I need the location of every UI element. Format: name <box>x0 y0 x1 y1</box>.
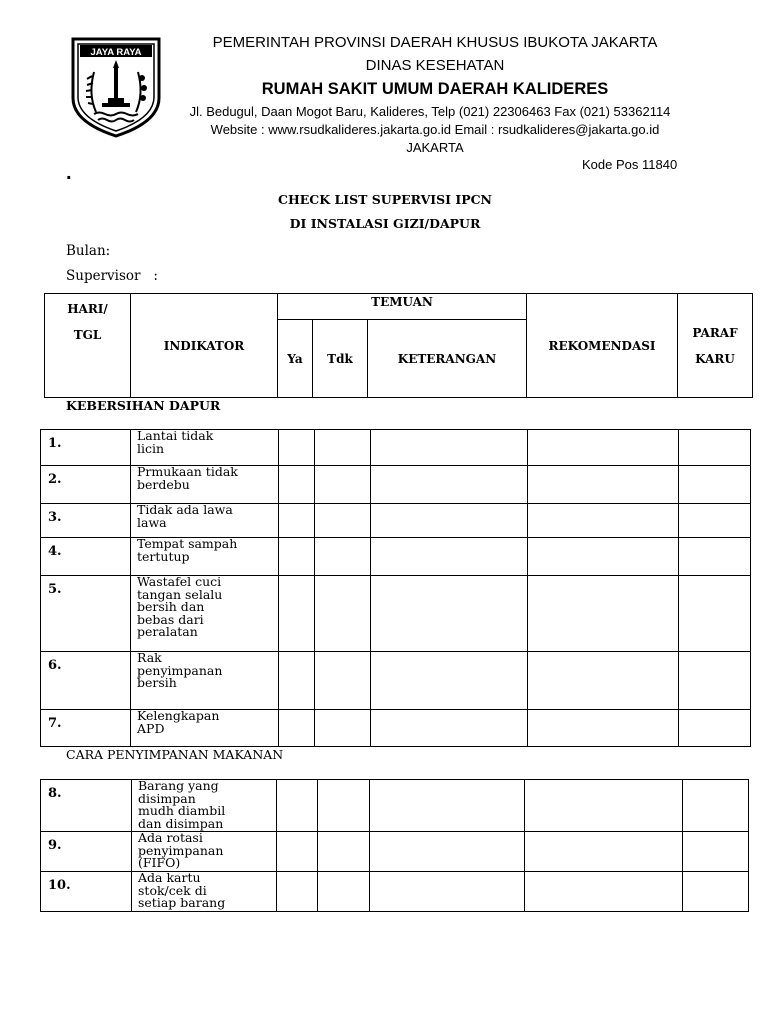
indikator-text-line: APD <box>137 720 165 736</box>
rekomendasi-cell[interactable] <box>528 652 679 710</box>
indikator-cell <box>131 652 279 710</box>
document-subtitle: DI INSTALASI GIZI/DAPUR <box>289 216 481 231</box>
indikator-text-line: Tidak ada lawa <box>137 502 233 517</box>
indikator-text-line: penyimpanan <box>138 842 224 858</box>
rekomendasi-cell[interactable] <box>525 780 683 832</box>
keterangan-cell[interactable] <box>371 504 528 538</box>
row-number: 6. <box>41 652 131 710</box>
rekomendasi-cell[interactable] <box>528 466 679 504</box>
hari-tgl-header <box>45 294 131 398</box>
indikator-text-line: bersih <box>137 675 177 690</box>
checklist-row <box>41 504 751 538</box>
tdk-header: Tdk <box>313 320 368 398</box>
paraf-karu-header <box>678 294 753 398</box>
website-email-line: Website : www.rsudkalideres.jakarta.go.id Email : rsudkalideres@jakarta.go.id <box>210 122 660 137</box>
ya-cell[interactable] <box>279 710 315 747</box>
indikator-text-line: (FIFO) <box>138 855 181 870</box>
indikator-text-line: tangan selalu <box>137 586 223 602</box>
tdk-cell[interactable] <box>315 576 371 652</box>
row-number: 5. <box>41 576 131 652</box>
indikator-cell <box>132 872 277 912</box>
paraf-karu-cell[interactable] <box>679 710 751 747</box>
tdk-cell[interactable] <box>315 710 371 747</box>
section-penyimpanan-title: CARA PENYIMPANAN MAKANAN <box>66 747 284 762</box>
keterangan-cell[interactable] <box>370 832 525 872</box>
checklist-row <box>41 430 751 466</box>
section-kebersihan-title: KEBERSIHAN DAPUR <box>66 398 221 413</box>
indikator-text-line: lawa <box>137 514 167 530</box>
keterangan-header: KETERANGAN <box>368 320 527 398</box>
indikator-text-line: licin <box>137 440 165 456</box>
ya-cell[interactable] <box>279 652 315 710</box>
indikator-cell <box>131 710 279 747</box>
ya-cell[interactable] <box>277 832 318 872</box>
keterangan-cell[interactable] <box>371 538 528 576</box>
paraf-karu-cell[interactable] <box>679 652 751 710</box>
indikator-text-line: bersih dan <box>137 599 205 614</box>
hospital-name: RUMAH SAKIT UMUM DAERAH KALIDERES <box>261 80 609 98</box>
supervisor-field-label: Supervisor : <box>66 268 158 284</box>
indikator-cell <box>131 430 279 466</box>
checklist-row <box>41 872 749 912</box>
checklist-row <box>41 832 749 872</box>
row-number: 2. <box>41 466 131 504</box>
govt-name-line: PEMERINTAH PROVINSI DAERAH KHUSUS IBUKOTA JAKARTA <box>212 34 658 51</box>
logo-banner-text: JAYA RAYA <box>90 47 142 58</box>
jakarta-emblem-logo <box>70 36 162 138</box>
city-line: JAKARTA <box>406 140 464 155</box>
indikator-cell <box>132 832 277 872</box>
tdk-cell[interactable] <box>318 832 370 872</box>
indikator-text-line: Lantai tidak <box>137 428 214 443</box>
tdk-cell[interactable] <box>315 504 371 538</box>
tdk-cell[interactable] <box>318 780 370 832</box>
rekomendasi-cell[interactable] <box>528 576 679 652</box>
rekomendasi-cell[interactable] <box>528 430 679 466</box>
temuan-header: TEMUAN <box>278 294 527 320</box>
indikator-text-line: Tempat sampah <box>137 536 238 551</box>
tdk-cell[interactable] <box>315 466 371 504</box>
indikator-text-line: Kelengkapan <box>137 708 220 723</box>
ya-cell[interactable] <box>279 430 315 466</box>
checklist-header-table <box>44 293 753 398</box>
ya-cell[interactable] <box>277 780 318 832</box>
rekomendasi-cell[interactable] <box>528 538 679 576</box>
rekomendasi-cell[interactable] <box>528 710 679 747</box>
row-number: 4. <box>41 538 131 576</box>
paraf-karu-cell[interactable] <box>679 466 751 504</box>
row-number: 9. <box>41 832 132 872</box>
paraf-karu-cell[interactable] <box>679 576 751 652</box>
indikator-text-line: disimpan <box>138 790 196 806</box>
bulan-field-label: Bulan: <box>66 243 111 259</box>
indikator-text-line: penyimpanan <box>137 662 223 678</box>
indikator-cell <box>131 576 279 652</box>
keterangan-cell[interactable] <box>371 652 528 710</box>
paraf-karu-cell[interactable] <box>679 538 751 576</box>
indikator-text-line: Prmukaan tidak <box>137 464 238 479</box>
indikator-text-line: Ada rotasi <box>138 830 203 845</box>
row-number: 10. <box>41 872 132 912</box>
indikator-text-line: Ada kartu <box>138 870 201 885</box>
indikator-text-line: setiap barang <box>138 895 226 910</box>
row-number: 7. <box>41 710 131 747</box>
indikator-header: INDIKATOR <box>131 294 278 398</box>
paraf-karu-cell[interactable] <box>679 430 751 466</box>
indikator-cell <box>131 466 279 504</box>
indikator-text-line: Rak <box>137 650 162 665</box>
paraf-karu-cell[interactable] <box>679 504 751 538</box>
keterangan-cell[interactable] <box>370 780 525 832</box>
indikator-text-line: bebas dari <box>137 611 204 627</box>
karu-header-text: KARU <box>695 351 735 366</box>
paraf-header-text: PARAF <box>692 325 738 340</box>
penyimpanan-makanan-table <box>40 779 749 912</box>
keterangan-cell[interactable] <box>371 466 528 504</box>
row-number: 3. <box>41 504 131 538</box>
rekomendasi-cell[interactable] <box>528 504 679 538</box>
indikator-cell <box>131 504 279 538</box>
keterangan-cell[interactable] <box>371 576 528 652</box>
indikator-text-line: dan disimpan <box>138 815 224 831</box>
indikator-text-line: stok/cek di <box>138 882 207 898</box>
ya-cell[interactable] <box>279 576 315 652</box>
keterangan-cell[interactable] <box>371 710 528 747</box>
tdk-cell[interactable] <box>318 872 370 912</box>
indikator-cell <box>132 780 277 832</box>
rekomendasi-cell[interactable] <box>525 832 683 872</box>
document-title: CHECK LIST SUPERVISI IPCN <box>278 192 492 207</box>
department-line: DINAS KESEHATAN <box>365 57 505 74</box>
tdk-cell[interactable] <box>315 430 371 466</box>
rekomendasi-cell[interactable] <box>525 872 683 912</box>
checklist-row <box>41 652 751 710</box>
ya-cell[interactable] <box>277 872 318 912</box>
checklist-row <box>41 576 751 652</box>
address-line: Jl. Bedugul, Daan Mogot Baru, Kalideres, Telp (021) 22306463 Fax (021) 53362114 <box>189 104 671 119</box>
paraf-karu-cell[interactable] <box>683 872 749 912</box>
keterangan-cell[interactable] <box>371 430 528 466</box>
checklist-row <box>41 780 749 832</box>
ya-cell[interactable] <box>279 466 315 504</box>
checklist-row <box>41 466 751 504</box>
tdk-cell[interactable] <box>315 538 371 576</box>
row-number: 8. <box>41 780 132 832</box>
indikator-text-line: Wastafel cuci <box>137 574 222 589</box>
paraf-karu-cell[interactable] <box>683 780 749 832</box>
indikator-text-line: mudh diambil <box>138 803 226 818</box>
kebersihan-dapur-table <box>40 429 751 747</box>
checklist-row <box>41 538 751 576</box>
tdk-cell[interactable] <box>315 652 371 710</box>
indikator-text-line: berdebu <box>137 476 190 492</box>
tgl-header-text: TGL <box>73 328 102 342</box>
rekomendasi-header: REKOMENDASI <box>527 294 678 398</box>
row-number: 1. <box>41 430 131 466</box>
indikator-cell <box>131 538 279 576</box>
paraf-karu-cell[interactable] <box>683 832 749 872</box>
ya-cell[interactable] <box>279 504 315 538</box>
ya-header: Ya <box>278 320 313 398</box>
indikator-text-line: peralatan <box>137 624 198 639</box>
indikator-text-line: Barang yang <box>138 778 219 793</box>
checklist-row <box>41 710 751 747</box>
postal-code: Kode Pos 11840 <box>582 157 678 172</box>
hari-header-text: HARI/ <box>67 302 108 316</box>
keterangan-cell[interactable] <box>370 872 525 912</box>
ya-cell[interactable] <box>279 538 315 576</box>
bullet-dot: . <box>66 162 72 184</box>
indikator-text-line: tertutup <box>137 548 190 564</box>
